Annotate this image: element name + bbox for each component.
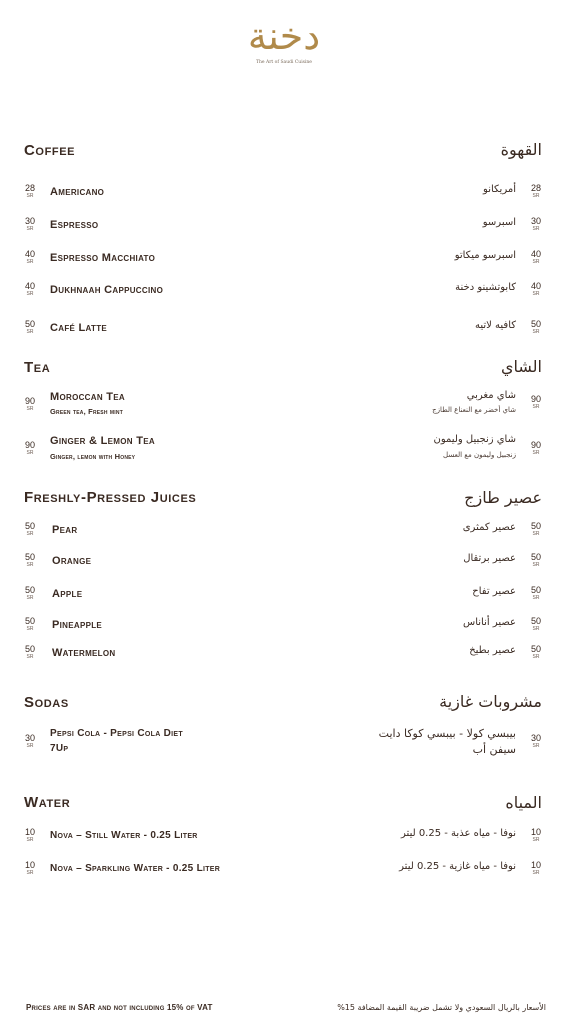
price-left: 30 SR [24, 216, 35, 232]
price-left: 10 SR [24, 860, 35, 876]
price-left: 50 SR [24, 616, 35, 632]
section-title-sodas-en: Sodas [24, 694, 69, 711]
item-description-ar: شاي أخضر مع النعناع الطازج [432, 406, 516, 414]
section-title-sodas-ar: مشروبات غازية [439, 692, 542, 711]
section-title-juices-ar: عصير طازج [464, 488, 542, 507]
restaurant-logo [0, 14, 568, 65]
section-title-coffee-ar: القهوة [500, 140, 542, 159]
price-right: 28 SR [530, 183, 541, 199]
section-title-water-ar: المياه [505, 793, 542, 812]
section-title-tea-ar: الشاي [501, 357, 542, 376]
item-name-en: Pepsi Cola - Pepsi Cola Diet [50, 728, 183, 739]
menu-item [0, 861, 568, 891]
menu-item [0, 553, 568, 583]
price-left: 50 SR [24, 644, 35, 660]
menu-item [0, 586, 568, 616]
price-left: 40 SR [24, 249, 35, 265]
item-name-ar: عصير بطيخ [469, 645, 516, 656]
item-name-ar: عصير برتقال [463, 553, 516, 564]
price-left: 50 SR [24, 319, 35, 335]
item-name-en: Apple [52, 588, 83, 600]
vat-note-en: Prices are in SAR and not including 15% of VAT [26, 1003, 213, 1012]
item-name-en: Nova – Still Water - 0.25 Liter [50, 830, 198, 841]
item-name-en: Dukhnaah Cappuccino [50, 284, 164, 296]
menu-item [0, 390, 568, 420]
section-title-tea-en: Tea [24, 359, 51, 376]
price-left: 40 SR [24, 281, 35, 297]
item-name-ar: نوفا - مياه غازية - 0.25 ليتر [399, 861, 516, 872]
price-left: 50 SR [24, 585, 35, 601]
item-name-ar: شاي زنجبيل وليمون [433, 434, 516, 445]
menu-item [0, 522, 568, 552]
price-right: 50 SR [530, 521, 541, 537]
section-title-coffee-en: Coffee [24, 142, 76, 159]
item-name-en: Nova – Sparkling Water - 0.25 Liter [50, 863, 221, 874]
section-title-water-en: Water [24, 794, 71, 811]
price-right: 30 SR [530, 216, 541, 232]
price-right: 10 SR [530, 860, 541, 876]
item-name-en: Ginger & Lemon Tea [50, 435, 155, 447]
item-name-en: Espresso [50, 219, 99, 231]
menu-item [0, 282, 568, 312]
menu-item [0, 184, 568, 214]
menu-item [0, 320, 568, 350]
item-name-en: Americano [50, 186, 105, 198]
item-name-ar: عصير تفاح [472, 586, 516, 597]
item-name-ar: بيبسي كولا - بيبسي كوكا دايت [378, 727, 516, 740]
price-right: 50 SR [530, 319, 541, 335]
item-name-en: Watermelon [52, 647, 116, 659]
logo-tagline: The Art of Saudi Cuisine [256, 60, 312, 65]
price-right: 90 SR [530, 394, 541, 410]
vat-note-ar: الأسعار بالريال السعودي ولا تشمل ضريبة القيمة المضافة 15% [337, 1003, 546, 1012]
item-name-ar: كابوتشينو دخنة [455, 282, 516, 293]
item-name-en: Orange [52, 555, 92, 567]
item-name-en: Espresso Macchiato [50, 252, 156, 264]
item-name-ar: شاي مغربي [466, 390, 516, 401]
menu-item [0, 727, 568, 761]
price-left: 50 SR [24, 552, 35, 568]
price-left: 90 SR [24, 396, 35, 412]
item-description-en: Green tea, Fresh mint [50, 407, 123, 416]
menu-item [0, 645, 568, 675]
logo-wordmark: دخنة [247, 14, 321, 58]
price-left: 30 SR [24, 733, 35, 749]
price-right: 90 SR [530, 440, 541, 456]
item-name-en: Pear [52, 524, 78, 536]
price-right: 50 SR [530, 585, 541, 601]
item-name-en-line2: 7Up [50, 743, 69, 754]
price-right: 10 SR [530, 827, 541, 843]
item-name-en: Café Latte [50, 322, 108, 334]
item-name-ar: أمريكانو [483, 184, 516, 195]
price-right: 40 SR [530, 249, 541, 265]
price-left: 50 SR [24, 521, 35, 537]
item-name-ar: نوفا - مياه عذبة - 0.25 ليتر [401, 828, 516, 839]
item-name-ar: اسبرسو ميكاتو [454, 250, 516, 261]
item-name-ar-line2: سيفن أب [472, 743, 516, 756]
price-left: 28 SR [24, 183, 35, 199]
item-name-ar: كافيه لاتيه [474, 320, 516, 331]
price-right: 50 SR [530, 616, 541, 632]
price-right: 50 SR [530, 644, 541, 660]
menu-item [0, 617, 568, 647]
menu-item [0, 217, 568, 247]
price-left: 10 SR [24, 827, 35, 843]
price-right: 30 SR [530, 733, 541, 749]
section-title-juices-en: Freshly-Pressed Juices [24, 489, 197, 506]
menu-item [0, 828, 568, 858]
item-name-ar: عصير كمثرى [462, 522, 516, 533]
menu-item [0, 434, 568, 464]
price-right: 40 SR [530, 281, 541, 297]
price-left: 90 SR [24, 440, 35, 456]
item-description-en: Ginger, lemon with Honey [50, 452, 136, 461]
item-name-ar: عصير أناناس [463, 617, 516, 628]
item-name-ar: اسبرسو [482, 217, 516, 228]
price-right: 50 SR [530, 552, 541, 568]
item-name-en: Pineapple [52, 619, 103, 631]
item-description-ar: زنجبيل وليمون مع العسل [443, 451, 516, 459]
menu-item [0, 250, 568, 280]
item-name-en: Moroccan Tea [50, 391, 125, 403]
